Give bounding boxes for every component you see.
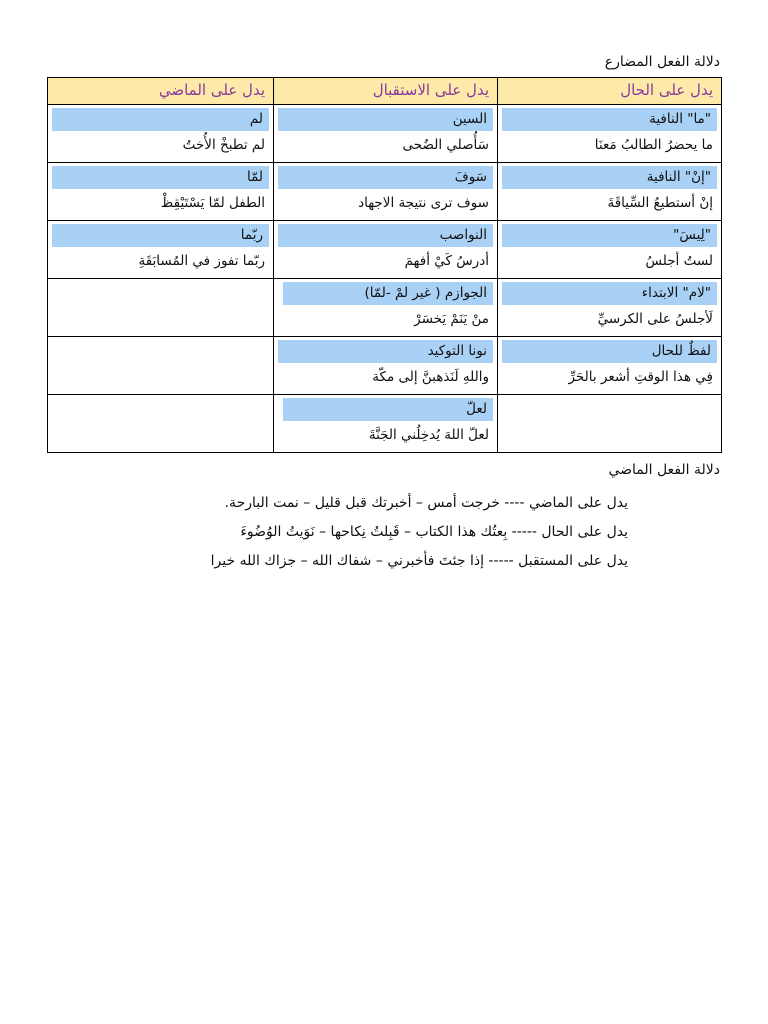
cell-label: "ما" النافية (502, 108, 717, 131)
cell-label: نونا التوكيد (278, 340, 493, 363)
cell-example: فِي هذا الوقتِ أشعر بالحَرِّ (568, 369, 713, 385)
table-row (48, 105, 722, 163)
table-row (48, 163, 722, 221)
cell-example: سَأُصلي الضُحى (402, 137, 489, 153)
cell-label: لعلّ (283, 398, 493, 421)
cell-example: لَأجلسُ على الكرسيِّ (597, 311, 713, 327)
cell-label: الجوازم ( غير لمْ -لمّا) (283, 282, 493, 305)
cell-example: أدرسُ كَيْ أفهمَ (404, 253, 489, 269)
header-present: يدل على الحال (498, 78, 722, 105)
empty-cell (48, 395, 273, 449)
cell-example: لستُ أجلسُ (645, 253, 713, 269)
cell-example: ربّما تفوز في المُسابَقَةِ (138, 253, 265, 269)
cell-example: لعلّ اللهَ يُدخِلُني الجَنَّةَ (368, 427, 489, 443)
cell-example: الطفل لمّا يَسْتَيْقِظْ (160, 195, 265, 211)
cell-label: النواصب (278, 224, 493, 247)
header-future: يدل على الاستقبال (274, 78, 498, 105)
cell-label: لمّا (52, 166, 269, 189)
past-verb-lines (211, 490, 628, 577)
cell-label: "إنْ" النافية (502, 166, 717, 189)
cell-example: واللهِ لَنَذهبنَّ إلى مكّة (372, 369, 489, 385)
list-item: يدل على المستقبل ----- إذا جئتَ فأخبرني – شفاك الله – جزاك الله خيرا (210, 553, 628, 569)
header-past: يدل على الماضي (48, 78, 274, 105)
list-item: يدل على الحال ----- بِعتُك هذا الكتاب – قَبِلتُ نِكاحها – نَوَيتُ الوُضُوءَ (240, 524, 628, 540)
empty-cell (48, 337, 273, 391)
table-row (48, 337, 722, 395)
cell-label: السين (278, 108, 493, 131)
section-title-past: دلالة الفعل الماضي (608, 462, 720, 478)
cell-example: ما يحضرُ الطالبُ مَعنَا (594, 137, 713, 153)
table-header-row (48, 78, 722, 105)
cell-example: لم تطبخْ الأُختُ (182, 137, 265, 153)
cell-label: "لام" الابتداء (502, 282, 717, 305)
cell-label: لم (52, 108, 269, 131)
list-item: يدل على الماضي ---- خرجت أمس – أخبرتك قبل قليل – نمت البارحة. (224, 495, 628, 511)
present-verb-table (47, 77, 722, 453)
cell-label: "لِيسَ" (502, 224, 717, 247)
table-row (48, 221, 722, 279)
cell-label: سَوفَ (278, 166, 493, 189)
cell-label: لفظٌ للحال (502, 340, 717, 363)
table-row (48, 279, 722, 337)
cell-example: منْ يَنَمْ يَخسَرْ (414, 311, 489, 327)
empty-cell (498, 395, 721, 449)
empty-cell (48, 279, 273, 333)
cell-example: سوف ترى نتيجة الاجهاد (358, 195, 489, 211)
cell-label: ربّما (52, 224, 269, 247)
page-title: دلالة الفعل المضارع (604, 54, 720, 70)
table-row (48, 395, 722, 453)
cell-example: إنْ أستطيعُ السِّياقَةَ (607, 195, 713, 211)
